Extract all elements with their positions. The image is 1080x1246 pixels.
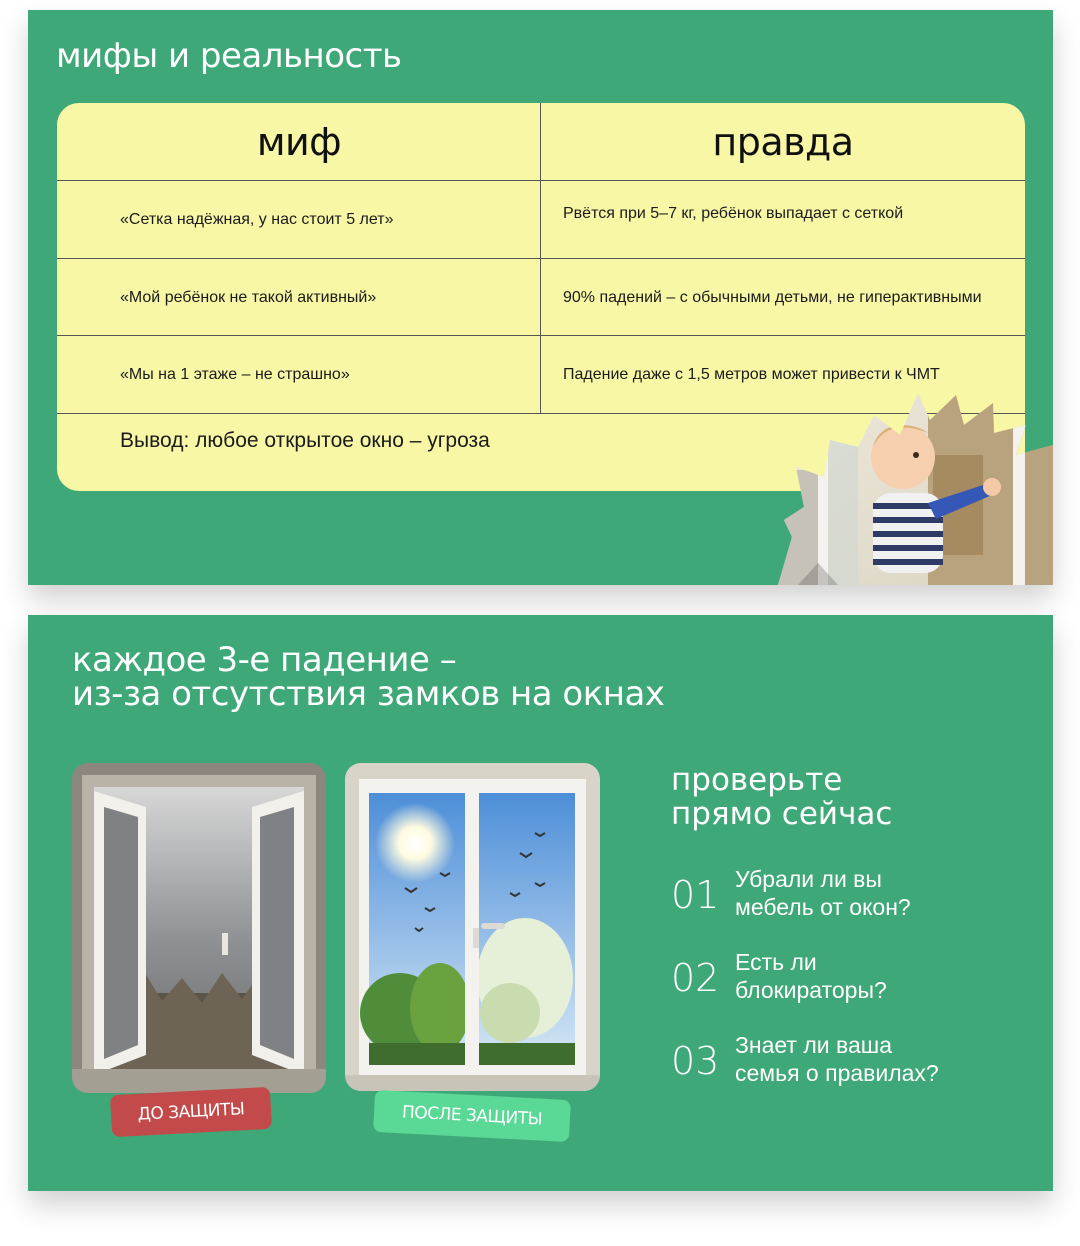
- title-line-1: каждое 3-е падение –: [72, 640, 457, 680]
- badge-before-protection: ДО ЗАЩИТЫ: [110, 1087, 272, 1137]
- checklist-text: [735, 865, 1035, 921]
- checklist-number: 01: [671, 873, 720, 917]
- table-row-1-myth: «Сетка надёжная, у нас стоит 5 лет»: [120, 210, 394, 228]
- table-row-2-truth: 90% падений – с обычными детьми, не гиперактивными: [563, 288, 982, 306]
- checklist-title: [671, 763, 892, 831]
- checklist-item-2: [671, 949, 1011, 1016]
- slide-title: [72, 640, 665, 714]
- window-after-photo: [345, 763, 600, 1091]
- checklist-text-line-1: Есть ли: [735, 949, 817, 975]
- slide-myths: [28, 10, 1053, 585]
- checklist-text-line-2: блокираторы?: [735, 977, 887, 1003]
- checklist-item-3: [671, 1032, 1011, 1099]
- window-before-photo: [72, 763, 326, 1093]
- header-myth: миф: [256, 119, 342, 164]
- slide-title: мифы и реальность: [56, 36, 402, 76]
- table-row-1-truth: Рвётся при 5–7 кг, ребёнок выпадает с сеткой: [563, 204, 904, 222]
- checklist-text: [735, 948, 1035, 1004]
- checklist-item-1: [671, 866, 1011, 933]
- badge-after-protection: ПОСЛЕ ЗАЩИТЫ: [373, 1090, 571, 1142]
- checklist-number: 03: [671, 1039, 720, 1083]
- table-row-2-myth: «Мой ребёнок не такой активный»: [120, 288, 377, 306]
- checklist-number: 02: [671, 956, 720, 1000]
- table-row-3-truth: Падение даже с 1,5 метров может привести к ЧМТ: [563, 365, 940, 383]
- table-row-3-myth: «Мы на 1 этаже – не страшно»: [120, 365, 350, 383]
- slide-statistics: [28, 615, 1053, 1191]
- checklist-text-line-2: мебель от окон?: [735, 894, 911, 920]
- checklist-text-line-1: Убрали ли вы: [735, 866, 882, 892]
- checklist-text-line-2: семья о правилах?: [735, 1060, 939, 1086]
- checklist-title-line-1: проверьте: [671, 762, 843, 798]
- checklist-text-line-1: Знает ли ваша: [735, 1032, 892, 1058]
- child-at-window-photo: [778, 385, 1053, 585]
- checklist-title-line-2: прямо сейчас: [671, 796, 893, 832]
- header-truth: правда: [712, 119, 854, 164]
- table-conclusion: Вывод: любое открытое окно – угроза: [120, 429, 490, 452]
- title-line-2: из-за отсутствия замков на окнах: [72, 674, 665, 714]
- checklist-text: [735, 1031, 1035, 1087]
